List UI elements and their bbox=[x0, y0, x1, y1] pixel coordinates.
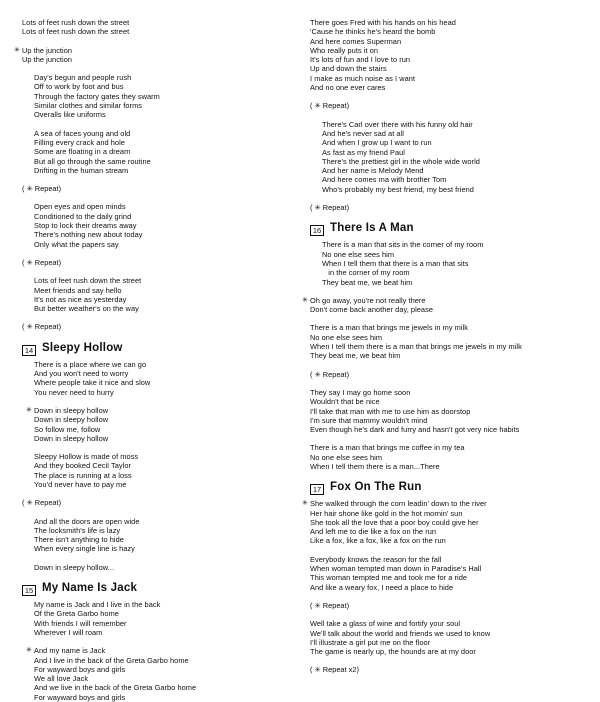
lyric-line: With friends I will remember bbox=[34, 618, 127, 628]
lyric-line: Her hair shone like gold in the hot mornin' sun bbox=[310, 508, 463, 518]
song-title: My Name Is Jack bbox=[42, 582, 138, 595]
lyric-line: It's not as nice as yesterday bbox=[34, 294, 127, 304]
lyric-line: Down in sleepy hollow... bbox=[34, 562, 115, 572]
lyric-line: You'd never have to pay me bbox=[34, 479, 127, 489]
lyric-line: Down in sleepy hollow bbox=[34, 433, 109, 443]
lyric-line: There is a place where we can go bbox=[34, 359, 147, 369]
lyric-line: For wayward boys and girls bbox=[34, 664, 126, 674]
lyric-line: Lots of feet rush down the street bbox=[34, 276, 142, 286]
repeat-marker: ( ✳ Repeat) bbox=[22, 498, 62, 508]
lyric-line: I'm sure that mammy wouldn't mind bbox=[310, 415, 428, 425]
lyric-line: Don't come back another day, please bbox=[310, 305, 433, 315]
lyric-line: Similar clothes and similar forms bbox=[34, 101, 143, 111]
stanza-down-in-sleepy-hollow bbox=[26, 405, 286, 443]
song-heading-fox-on-the-run bbox=[310, 481, 574, 495]
stanza-and-my-name-is-jack bbox=[26, 646, 286, 702]
lyric-line: But all go through the same routine bbox=[34, 156, 151, 166]
stanza-sea-of-faces bbox=[34, 129, 286, 175]
lyric-line: 'Cause he thinks he's heard the bomb bbox=[310, 27, 436, 37]
lyric-line: They say I may go home soon bbox=[310, 387, 411, 397]
lyric-line: Open eyes and open minds bbox=[34, 202, 126, 212]
lyric-line: There is a man that sits in the corner of my room bbox=[322, 240, 484, 250]
lyric-line: Meet friends and say hello bbox=[34, 285, 122, 295]
lyric-line: We all love Jack bbox=[34, 674, 89, 684]
lyric-line: And no one ever cares bbox=[310, 83, 386, 93]
stanza-my-name-is-jack bbox=[34, 600, 286, 637]
lyric-line: Stop to lock their dreams away bbox=[34, 221, 137, 231]
lyric-line: The game is nearly up, the hounds are at my door bbox=[310, 647, 476, 657]
repeat-marker: ( ✳ Repeat) bbox=[22, 257, 62, 267]
lyric-line: Lots of feet rush down the street bbox=[22, 18, 130, 27]
lyric-line: I make as much noise as I want bbox=[310, 73, 416, 83]
lyric-line: And here comes ma with brother Tom bbox=[322, 175, 447, 185]
stanza-open-eyes bbox=[34, 202, 286, 248]
stanza-all-the-doors bbox=[34, 517, 286, 554]
lyric-line: You never need to hurry bbox=[34, 387, 114, 397]
lyric-line: Lots of feet rush down the street bbox=[22, 27, 130, 37]
repeat-marker: ( ✳ Repeat) bbox=[22, 322, 62, 332]
lyric-line: And he's never sad at all bbox=[322, 128, 404, 138]
lyric-line: There's Carl over there with his funny old hair bbox=[322, 119, 473, 129]
song-heading-sleepy-hollow bbox=[22, 342, 286, 356]
stanza-oh-go-away bbox=[302, 295, 574, 315]
lyric-line: When I tell them there is a man...There bbox=[310, 461, 440, 471]
lyric-line: And you won't need to worry bbox=[34, 369, 129, 379]
asterisk-icon: ✳ bbox=[26, 647, 32, 655]
lyric-line: Some are floating in a dream bbox=[34, 147, 131, 157]
lyric-line: And my name is Jack bbox=[34, 646, 106, 656]
lyric-line: And we live in the back of the Greta Garbo home bbox=[34, 683, 197, 693]
lyric-line: She walked through the corn leadin' down to the river bbox=[310, 499, 487, 509]
stanza-down-in-sleepy-hollow-tail bbox=[34, 563, 286, 572]
lyric-line: When I tell them there is a man that brings me jewels in my milk bbox=[310, 342, 522, 352]
lyric-line: No one else sees him bbox=[310, 452, 383, 462]
repeat-marker: ( ✳ Repeat) bbox=[310, 369, 350, 379]
repeat-marker: ( ✳ Repeat) bbox=[310, 101, 350, 111]
lyric-line: Wouldn't that be nice bbox=[310, 397, 380, 407]
lyric-line: But better weather's on the way bbox=[34, 304, 139, 314]
lyric-line: This woman tempted me and took me for a ride bbox=[310, 573, 468, 583]
lyric-line: So follow me, follow bbox=[34, 424, 101, 434]
lyric-line: She took all the love that a poor boy could give her bbox=[310, 517, 479, 527]
lyric-line: Like a fox, like a fox, like a fox on the run bbox=[310, 536, 446, 546]
asterisk-icon: ✳ bbox=[14, 46, 20, 54]
lyric-line: When woman tempted man down in Paradise's Hall bbox=[310, 564, 482, 574]
song-heading-my-name-is-jack bbox=[22, 582, 286, 596]
lyric-line: And left me to die like a fox on the run bbox=[310, 527, 437, 537]
stanza-up-the-junction-chorus bbox=[14, 45, 286, 65]
stanza-they-say-go-home bbox=[310, 388, 574, 434]
lyric-line: Wherever I will roam bbox=[34, 627, 103, 637]
lyric-line: Off to work by foot and bus bbox=[34, 82, 124, 92]
lyric-line: And like a weary fox, I need a place to hide bbox=[310, 582, 454, 592]
lyric-line: Drifting in the human stream bbox=[34, 165, 129, 175]
lyric-line: Who really puts it on bbox=[310, 45, 379, 55]
lyric-line: I'll take that man with me to use him as doorstop bbox=[310, 406, 471, 416]
song-number: 15 bbox=[22, 585, 36, 596]
stanza-there-is-a-place bbox=[34, 360, 286, 397]
two-column-layout bbox=[14, 18, 578, 702]
lyric-line: Conditioned to the daily grind bbox=[34, 211, 132, 221]
lyric-line: It's lots of fun and I love to run bbox=[310, 55, 411, 65]
lyric-line: They beat me, we beat him bbox=[310, 351, 401, 361]
lyric-line: As fast as my friend Paul bbox=[322, 147, 405, 157]
lyric-line: Filling every crack and hole bbox=[34, 137, 125, 147]
lyric-line: Up the junction bbox=[22, 45, 73, 55]
lyric-line: Well take a glass of wine and fortify your soul bbox=[310, 619, 461, 629]
lyric-line: And when I grow up I want to run bbox=[322, 138, 432, 148]
asterisk-icon: ✳ bbox=[302, 500, 308, 508]
lyric-line: A sea of faces young and old bbox=[34, 128, 131, 138]
stanza-theres-carl bbox=[322, 120, 574, 194]
lyric-line: No one else sees him bbox=[310, 332, 383, 342]
stanza-she-walked-through-the-corn bbox=[302, 499, 574, 546]
lyric-line: My name is Jack and I live in the back bbox=[34, 600, 161, 610]
lyric-line: There's the prettiest girl in the whole wide world bbox=[322, 156, 480, 166]
stanza-sleepy-hollow-moss bbox=[34, 452, 286, 489]
repeat-marker: ( ✳ Repeat) bbox=[310, 203, 350, 213]
lyric-line: The locksmith's life is lazy bbox=[34, 525, 121, 535]
lyric-line: Up and down the stairs bbox=[310, 64, 387, 74]
song-number: 16 bbox=[310, 225, 324, 236]
lyric-line: Down in sleepy hollow bbox=[34, 415, 109, 425]
stanza-well-take-a-glass bbox=[310, 619, 574, 656]
right-column bbox=[302, 18, 574, 675]
lyric-line: There isn't anything to hide bbox=[34, 535, 124, 545]
lyric-line: And all the doors are open wide bbox=[34, 516, 140, 526]
asterisk-icon: ✳ bbox=[26, 406, 32, 414]
song-title: Sleepy Hollow bbox=[42, 341, 123, 354]
lyric-line: When every single line is hazy bbox=[34, 544, 135, 554]
lyric-line: The place is running at a loss bbox=[34, 470, 132, 480]
stanza-days-begun bbox=[34, 73, 286, 119]
song-heading-there-is-a-man bbox=[310, 222, 574, 236]
repeat-marker: ( ✳ Repeat x2) bbox=[310, 665, 359, 675]
lyric-line: Through the factory gates they swarm bbox=[34, 91, 160, 101]
lyric-line: There is a man that brings me coffee in my tea bbox=[310, 443, 465, 453]
repeat-marker: ( ✳ Repeat) bbox=[22, 184, 62, 194]
lyric-line: For wayward boys and girls bbox=[34, 692, 126, 702]
lyric-line: Who's probably my best friend, my best friend bbox=[322, 184, 474, 194]
left-column bbox=[14, 18, 286, 702]
lyric-line: Where people take it nice and slow bbox=[34, 378, 151, 388]
stanza-lots-of-feet-2 bbox=[34, 276, 286, 313]
lyric-line: No one else sees him bbox=[322, 249, 395, 259]
song-number: 14 bbox=[22, 345, 36, 356]
lyric-line: We'll talk about the world and friends we used to know bbox=[310, 628, 491, 638]
stanza-man-in-corner bbox=[322, 240, 574, 286]
repeat-marker: ( ✳ Repeat) bbox=[310, 600, 350, 610]
lyric-line: There goes Fred with his hands on his head bbox=[310, 18, 456, 27]
stanza-everybody-knows bbox=[310, 555, 574, 592]
song-title: There Is A Man bbox=[330, 222, 414, 235]
lyric-line: Only what the papers say bbox=[34, 239, 119, 249]
stanza-fred-hands-on-head bbox=[310, 18, 574, 92]
asterisk-icon: ✳ bbox=[302, 296, 308, 304]
lyric-line: And her name is Melody Mend bbox=[322, 166, 424, 176]
lyric-line: They beat me, we beat him bbox=[322, 277, 413, 287]
stanza-jewels-in-my-milk bbox=[310, 323, 574, 360]
lyric-line: And I live in the back of the Greta Garbo home bbox=[34, 655, 189, 665]
lyric-line: There's nothing new about today bbox=[34, 230, 143, 240]
lyric-line: And they booked Cecil Taylor bbox=[34, 461, 131, 471]
stanza-feet-rush-1 bbox=[22, 18, 286, 37]
lyric-line: in the corner of my room bbox=[322, 268, 410, 278]
lyric-line: Everybody knows the reason for the fall bbox=[310, 554, 442, 564]
lyric-line: There is a man that brings me jewels in my milk bbox=[310, 323, 469, 333]
lyric-line: Day's begun and people rush bbox=[34, 73, 132, 83]
lyric-line: Of the Greta Garbo home bbox=[34, 609, 119, 619]
lyric-line: Sleepy Hollow is made of moss bbox=[34, 452, 139, 462]
song-title: Fox On The Run bbox=[330, 481, 422, 494]
lyric-line: Up the junction bbox=[22, 54, 73, 64]
lyric-line: Down in sleepy hollow bbox=[34, 405, 109, 415]
lyric-line: Even though he's dark and furry and hasn't got very nice habits bbox=[310, 425, 520, 435]
lyric-line: And here comes Superman bbox=[310, 36, 402, 46]
lyric-line: Overalls like uniforms bbox=[34, 110, 106, 120]
lyric-line: When I tell them that there is a man that sits bbox=[322, 258, 469, 268]
stanza-coffee-in-my-tea bbox=[310, 443, 574, 471]
song-number: 17 bbox=[310, 484, 324, 495]
lyric-line: Oh go away, you're not really there bbox=[310, 295, 426, 305]
lyric-line: I'll illustrate a girl put me on the floor bbox=[310, 637, 431, 647]
